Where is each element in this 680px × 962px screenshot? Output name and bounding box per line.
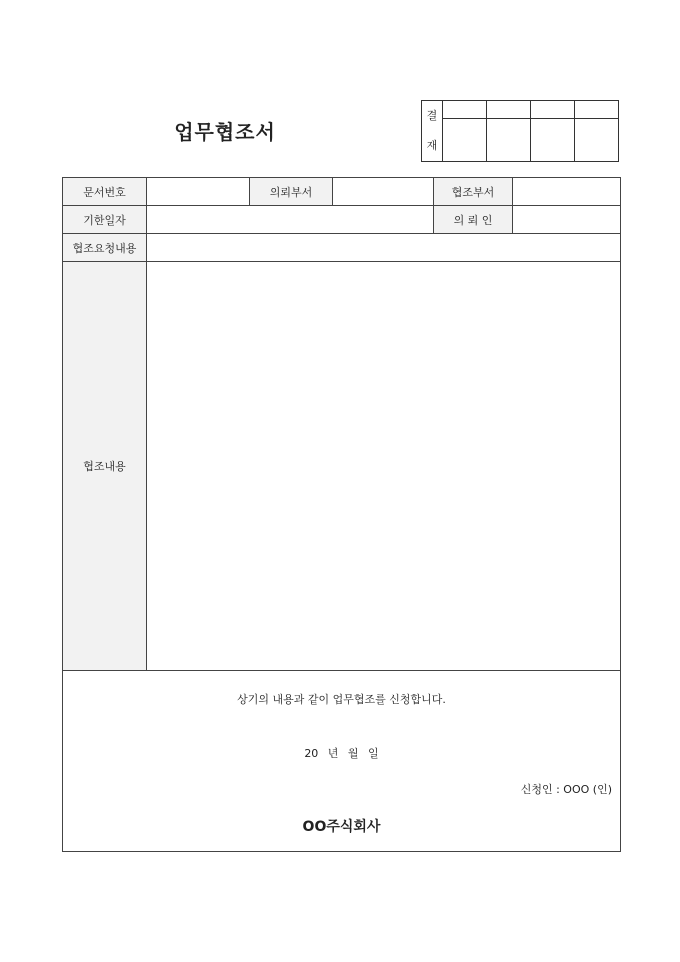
requesting-dept-field[interactable]: [333, 178, 434, 206]
company-name: OO주식회사: [302, 819, 381, 835]
applicant-line[interactable]: 신청인 : OOO (인): [520, 783, 612, 796]
request-content-field[interactable]: [147, 234, 621, 262]
cooperating-dept-label: 협조부서: [434, 178, 513, 206]
approval-label: [422, 101, 443, 162]
approval-sign-3[interactable]: [531, 119, 575, 162]
request-content-label: 협조요청내용: [63, 234, 147, 262]
deadline-field[interactable]: [147, 206, 434, 234]
doc-number-label: 문서번호: [63, 178, 147, 206]
approval-box: [421, 100, 619, 162]
approval-sign-4[interactable]: [575, 119, 619, 162]
approval-head-3[interactable]: [531, 101, 575, 119]
approval-head-1[interactable]: [443, 101, 487, 119]
approval-label-bottom: 재: [426, 139, 438, 152]
document-title: 업무협조서: [174, 120, 276, 144]
content-field[interactable]: [147, 262, 621, 671]
requester-field[interactable]: [513, 206, 621, 234]
doc-number-field[interactable]: [147, 178, 250, 206]
approval-sign-2[interactable]: [487, 119, 531, 162]
form-footer: [63, 671, 621, 852]
approval-head-2[interactable]: [487, 101, 531, 119]
requester-label: 의 뢰 인: [434, 206, 513, 234]
cooperating-dept-field[interactable]: [513, 178, 621, 206]
cooperation-form: [62, 177, 621, 852]
deadline-label: 기한일자: [63, 206, 147, 234]
approval-label-top: 결: [426, 109, 438, 122]
approval-sign-1[interactable]: [443, 119, 487, 162]
date-line[interactable]: 20 년 월 일: [304, 747, 379, 760]
request-statement: 상기의 내용과 같이 업무협조를 신청합니다.: [237, 693, 446, 706]
approval-head-4[interactable]: [575, 101, 619, 119]
requesting-dept-label: 의뢰부서: [250, 178, 333, 206]
content-label: 협조내용: [63, 262, 147, 671]
